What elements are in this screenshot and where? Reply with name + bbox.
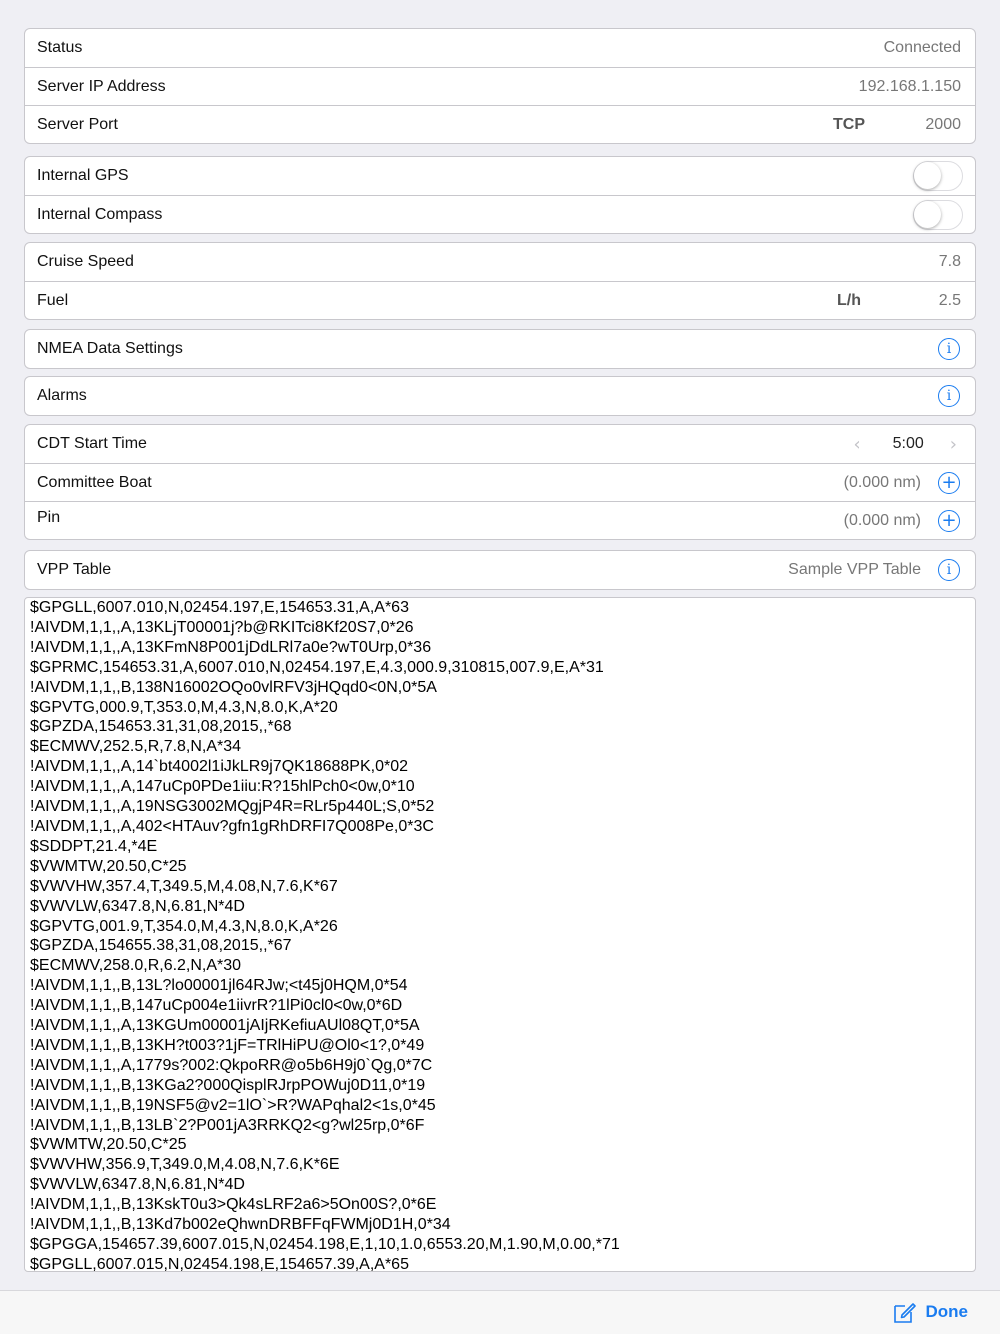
log-line: $GPGLL,6007.015,N,02454.198,E,154657.39,A,A*65 — [30, 1255, 409, 1272]
toggle-knob — [914, 201, 941, 228]
status-label: Status — [37, 39, 83, 56]
log-line: !AIVDM,1,1,,A,14`bt4002l1iJkLR9j7QK18688PK,0*02 — [30, 758, 409, 776]
cruise-speed-row[interactable] — [25, 243, 975, 281]
cdt-start-value: 5:00 — [892, 435, 924, 452]
cruise-speed-label: Cruise Speed — [37, 253, 134, 270]
nmea-group — [24, 329, 976, 369]
done-button[interactable] — [892, 1300, 969, 1324]
server-ip-label: Server IP Address — [37, 77, 166, 95]
status-row — [25, 29, 975, 67]
fuel-unit: L/h — [837, 291, 861, 309]
server-ip-row[interactable] — [25, 67, 975, 105]
log-line: $GPGLL,6007.010,N,02454.197,E,154653.31,A,A*63 — [30, 599, 409, 616]
log-line: $GPZDA,154655.38,31,08,2015,,*67 — [30, 937, 292, 955]
pin-row — [25, 501, 975, 539]
internal-gps-row — [25, 157, 975, 195]
nmea-log-lines — [30, 598, 975, 1272]
log-line: $VWVHW,356.9,T,349.0,M,4.08,N,7.6,K*6E — [30, 1156, 340, 1174]
log-line: $ECMWV,258.0,R,6.2,N,A*30 — [30, 957, 242, 975]
info-icon[interactable]: i — [938, 559, 960, 581]
pin-label: Pin — [37, 508, 61, 526]
vpp-table-label: VPP Table — [37, 561, 112, 578]
log-line: !AIVDM,1,1,,B,13KskT0u3>Qk4sLRF2a6>5On00S?,0*6E — [30, 1196, 437, 1214]
compose-icon — [892, 1300, 916, 1324]
internal-compass-row — [25, 195, 975, 233]
log-line: $GPVTG,000.9,T,353.0,M,4.3,N,8.0,K,A*20 — [30, 698, 338, 716]
chevron-right-icon[interactable]: › — [949, 433, 957, 455]
log-line: !AIVDM,1,1,,A,1779s?002:QkpoRR@o5b6H9j0`Qg,0*7C — [30, 1056, 433, 1074]
internal-gps-label: Internal GPS — [37, 167, 129, 184]
server-port-value[interactable]: 2000 — [925, 115, 961, 133]
vpp-group — [24, 550, 976, 590]
port-protocol[interactable]: TCP — [833, 115, 865, 133]
race-group — [24, 424, 976, 540]
log-line: !AIVDM,1,1,,B,13KGa2?000QisplRJrpPOWuj0D11,0*19 — [30, 1076, 426, 1094]
done-label: Done — [925, 1302, 968, 1321]
log-line: !AIVDM,1,1,,B,19NSF5@v2=1lO`>R?WAPqhal2<1s,0*45 — [30, 1096, 436, 1114]
log-line: !AIVDM,1,1,,A,147uCp0PDe1iiu:R?15hlPch0<0w,0*10 — [30, 778, 415, 796]
log-line: !AIVDM,1,1,,A,13KFmN8P001jDdLRl7a0e?wT0Urp,0*36 — [30, 638, 432, 656]
server-port-label: Server Port — [37, 115, 118, 133]
log-line: !AIVDM,1,1,,B,138N16002OQo0vlRFV3jHQqd0<0N,0*5A — [30, 678, 437, 696]
server-port-row[interactable] — [25, 105, 975, 143]
connection-group — [24, 28, 976, 144]
committee-boat-value: (0.000 nm) — [843, 473, 921, 491]
log-line: $VWVLW,6347.8,N,6.81,N*4D — [30, 1176, 245, 1194]
log-line: !AIVDM,1,1,,B,13KH?t003?1jF=TRlHiPU@Ol0<1?,0*49 — [30, 1036, 425, 1054]
log-line: !AIVDM,1,1,,A,13KGUm00001jAIjRKefiuAUl08QT,0*5A — [30, 1017, 420, 1035]
log-line: $ECMWV,252.5,R,7.8,N,A*34 — [30, 738, 242, 756]
vpp-table-value: Sample VPP Table — [788, 561, 921, 578]
cruise-speed-value[interactable]: 7.8 — [938, 253, 961, 270]
log-line: $GPVTG,001.9,T,354.0,M,4.3,N,8.0,K,A*26 — [30, 917, 338, 935]
log-line: $VWMTW,20.50,C*25 — [30, 1136, 187, 1154]
committee-boat-row — [25, 463, 975, 501]
info-icon[interactable]: i — [938, 338, 960, 360]
committee-boat-label: Committee Boat — [37, 473, 152, 491]
log-line: !AIVDM,1,1,,B,147uCp004e1iivrR?1lPi0cl0<0w,0*6D — [30, 997, 403, 1015]
info-icon[interactable]: i — [938, 385, 960, 407]
internal-compass-toggle[interactable] — [913, 200, 963, 230]
log-line: !AIVDM,1,1,,A,19NSG3002MQgjP4R=RLr5p440L;S,0*52 — [30, 798, 435, 816]
cdt-start-label: CDT Start Time — [37, 435, 147, 452]
alarms-group — [24, 376, 976, 416]
log-line: $GPGGA,154657.39,6007.015,N,02454.198,E,1,10,1.0,6553.20,M,1.90,M,0.00,*71 — [30, 1236, 620, 1253]
add-committee-boat-icon[interactable]: + — [938, 472, 960, 494]
alarms-row[interactable] — [25, 377, 975, 415]
add-pin-icon[interactable]: + — [938, 510, 960, 532]
log-line: !AIVDM,1,1,,A,13KLjT00001j?b@RKITci8Kf20S7,0*26 — [30, 618, 414, 636]
log-line: $SDDPT,21.4,*4E — [30, 837, 158, 855]
fuel-value[interactable]: 2.5 — [938, 291, 961, 309]
log-line: !AIVDM,1,1,,B,13L?lo00001jl64RJw;<t45j0HQM,0*54 — [30, 977, 408, 995]
sensors-group — [24, 156, 976, 234]
nmea-settings-row[interactable] — [25, 330, 975, 368]
fuel-row[interactable] — [25, 281, 975, 319]
internal-gps-toggle[interactable] — [913, 161, 963, 191]
nmea-log[interactable] — [24, 597, 976, 1272]
log-line: $VWMTW,20.50,C*25 — [30, 857, 187, 875]
vpp-table-row[interactable] — [25, 551, 975, 589]
log-line: $VWVHW,357.4,T,349.5,M,4.08,N,7.6,K*67 — [30, 877, 338, 895]
fuel-label: Fuel — [37, 291, 69, 309]
alarms-label: Alarms — [37, 387, 87, 404]
log-line: !AIVDM,1,1,,A,402<HTAuv?gfn1gRhDRFI7Q008Pe,0*3C — [30, 817, 434, 835]
log-line: $GPRMC,154653.31,A,6007.010,N,02454.197,E,4.3,000.9,310815,007.9,E,A*31 — [30, 658, 604, 676]
server-ip-value[interactable]: 192.168.1.150 — [858, 77, 961, 95]
performance-group — [24, 242, 976, 320]
log-line: !AIVDM,1,1,,B,13LB`2?P001jA3RRKQ2<g?wl25rp,0*6F — [30, 1116, 425, 1134]
toggle-knob — [914, 162, 941, 189]
nmea-settings-label: NMEA Data Settings — [37, 340, 183, 357]
internal-compass-label: Internal Compass — [37, 205, 163, 223]
log-line: $GPZDA,154653.31,31,08,2015,,*68 — [30, 718, 292, 736]
chevron-left-icon[interactable]: ‹ — [853, 433, 861, 455]
bottom-toolbar — [0, 1290, 1000, 1334]
cdt-start-row — [25, 425, 975, 463]
log-line: $VWVLW,6347.8,N,6.81,N*4D — [30, 897, 245, 915]
log-line: !AIVDM,1,1,,B,13Kd7b002eQhwnDRBFFqFWMj0D1H,0*34 — [30, 1216, 451, 1234]
pin-value: (0.000 nm) — [843, 511, 921, 529]
status-value: Connected — [883, 39, 961, 56]
